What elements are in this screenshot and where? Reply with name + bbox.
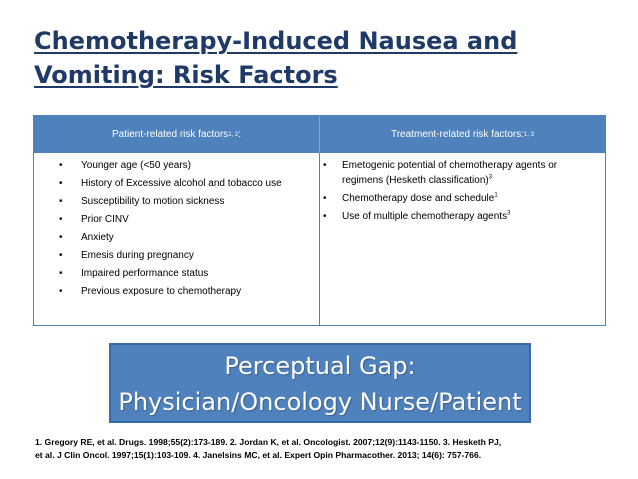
patient-header-suffix: : xyxy=(238,129,241,140)
perceptual-gap-box xyxy=(109,343,531,423)
treatment-factors-list xyxy=(320,158,605,224)
risk-factors-table xyxy=(33,115,606,326)
gap-line-1: Perceptual Gap: xyxy=(224,352,416,380)
table-body xyxy=(34,153,605,325)
slide-title xyxy=(34,24,594,92)
list-item: • Emesis during pregnancy xyxy=(59,250,194,261)
references-line-2: et al. J Clin Oncol. 1997;15(1):103-109. 4. Janelsins MC, et al. Expert Opin Pharmacother. 2013; 14(6): 757-766. xyxy=(35,450,482,460)
list-item: • Impaired performance status xyxy=(59,268,209,279)
gap-line-2: Physician/Oncology Nurse/Patient xyxy=(118,388,522,416)
treatment-header-text: Treatment-related risk factors: xyxy=(390,129,524,140)
patient-header-sup: 1, 2 xyxy=(228,131,239,138)
list-item: • Younger age (<50 years) xyxy=(59,160,191,171)
treatment-header xyxy=(320,116,605,153)
patient-factors-list xyxy=(34,158,319,299)
references xyxy=(35,436,625,462)
references-line-1: 1. Gregory RE, et al. Drugs. 1998;55(2):173-189. 2. Jordan K, et al. Oncologist. 2007;12(9):1143-1150. 3. Hesketh PJ, xyxy=(35,437,502,447)
list-item: • Emetogenic potential of chemotherapy agents or regimens (Hesketh classification)$^3$ xyxy=(323,160,558,186)
list-item: • Anxiety xyxy=(59,232,114,243)
table-header xyxy=(34,116,605,153)
list-item: • Previous exposure to chemotherapy xyxy=(59,286,242,297)
list-item: • Chemotherapy dose and schedule$^1$ xyxy=(323,192,498,204)
patient-header-text: Patient-related risk factors xyxy=(112,129,229,140)
list-item: • Prior CINV xyxy=(59,214,129,225)
patient-header xyxy=(34,116,320,153)
treatment-factors-column xyxy=(320,153,605,325)
treatment-header-sup: 1, 3 xyxy=(524,131,535,138)
title-line-2: Vomiting: Risk Factors xyxy=(34,61,338,89)
list-item: • Use of multiple chemotherapy agents$^3$ xyxy=(323,210,511,222)
list-item: • History of Excessive alcohol and tobacco use xyxy=(59,178,282,189)
list-item: • Susceptibility to motion sickness xyxy=(59,196,225,207)
title-line-1: Chemotherapy-Induced Nausea and xyxy=(34,27,518,55)
patient-factors-column xyxy=(34,153,320,325)
